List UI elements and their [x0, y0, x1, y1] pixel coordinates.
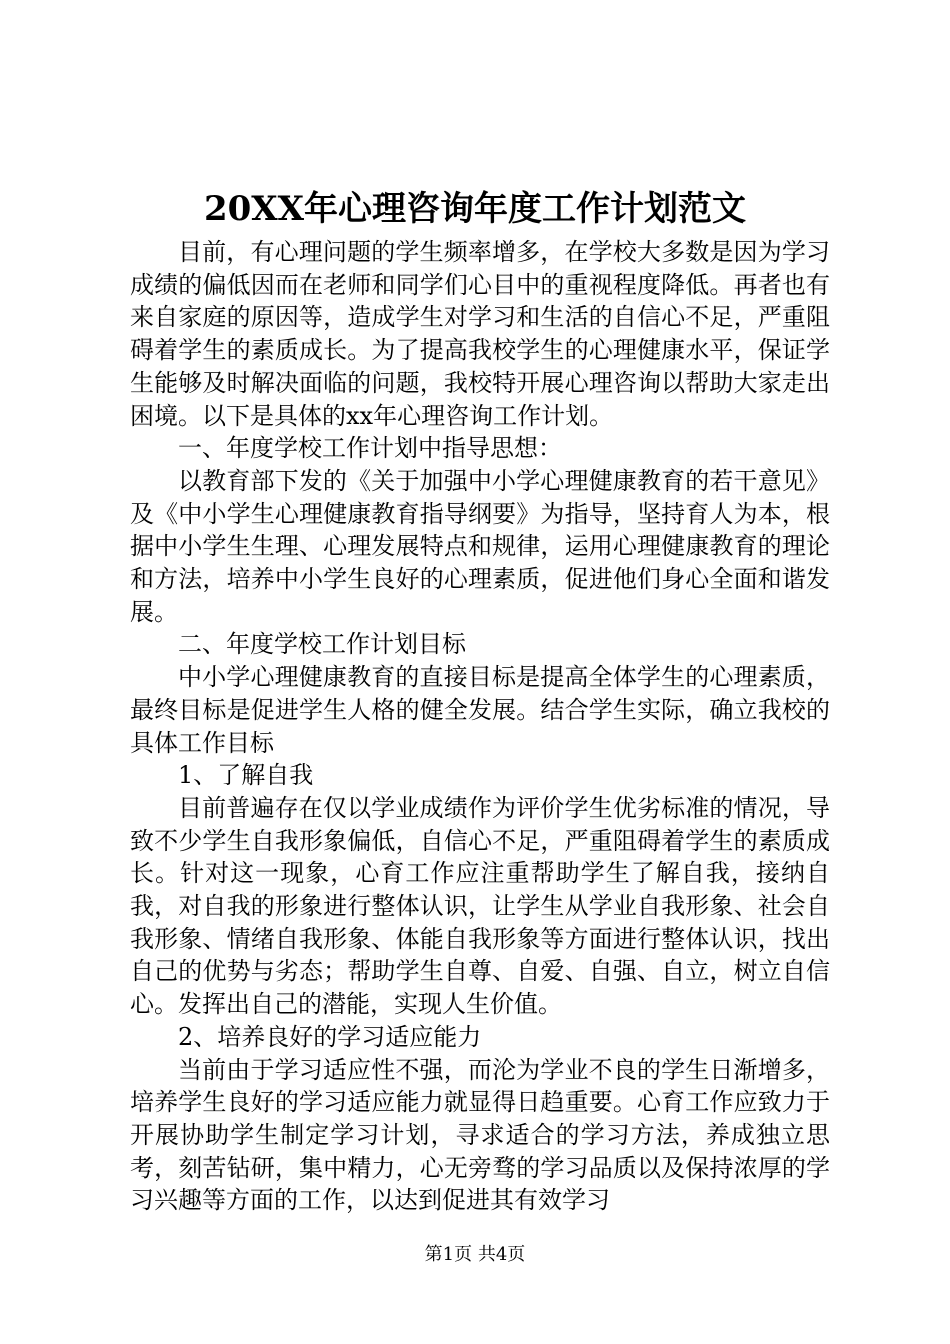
page-footer: 第1页 共4页 [424, 1244, 526, 1265]
paragraph-learning-adaptability: 当前由于学习适应性不强，而沦为学业不良的学生日渐增多，培养学生良好的学习适应能力就显得日趋重要。心育工作应致力于开展协助学生制定学习计划，寻求适合的学习方法，养成独立思考，刻苦钻研，集中精力，心无旁骛的学习品质以及保持浓厚的学习兴趣等方面的工作，以达到促进其有效学习 [130, 1055, 830, 1215]
subsection-heading-know-yourself: 1、了解自我 [178, 761, 314, 790]
paragraph-intro: 目前，有心理问题的学生频率增多，在学校大多数是因为学习成绩的偏低因而在老师和同学们心目中的重视程度降低。再者也有来自家庭的原因等，造成学生对学习和生活的自信心不足，严重阻碍着学生的素质成长。为了提高我校学生的心理健康水平，保证学生能够及时解决面临的问题，我校特开展心理咨询以帮助大家走出困境。以下是具体的xx年心理咨询工作计划。 [130, 238, 830, 430]
paragraph-know-yourself: 目前普遍存在仅以学业成绩作为评价学生优劣标准的情况，导致不少学生自我形象偏低，自信心不足，严重阻碍着学生的素质成长。针对这一现象，心育工作应注重帮助学生了解自我，接纳自我，对自我的形象进行整体认识，让学生从学业自我形象、社会自我形象、情绪自我形象、体能自我形象等方面进行整体认识，找出自己的优势与劣态；帮助学生自尊、自爱、自强、自立，树立自信心。发挥出自己的潜能，实现人生价值。 [130, 793, 830, 1019]
paragraph-guiding-ideology: 以教育部下发的《关于加强中小学心理健康教育的若干意见》及《中小学生心理健康教育指导纲要》为指导，坚持育人为本，根据中小学生生理、心理发展特点和规律，运用心理健康教育的理论和方法，培养中小学生良好的心理素质，促进他们身心全面和谐发展。 [130, 466, 830, 626]
document-body [130, 236, 830, 1217]
document-title: 20XX年心理咨询年度工作计划范文 [203, 189, 747, 229]
subsection-heading-learning-adaptability: 2、培养良好的学习适应能力 [178, 1022, 482, 1051]
paragraph-goals: 中小学心理健康教育的直接目标是提高全体学生的心理素质，最终目标是促进学生人格的健全发展。结合学生实际，确立我校的具体工作目标 [130, 663, 830, 757]
section-heading-guiding-ideology: 一、年度学校工作计划中指导思想： [178, 434, 562, 463]
section-heading-goals: 二、年度学校工作计划目标 [178, 630, 466, 659]
